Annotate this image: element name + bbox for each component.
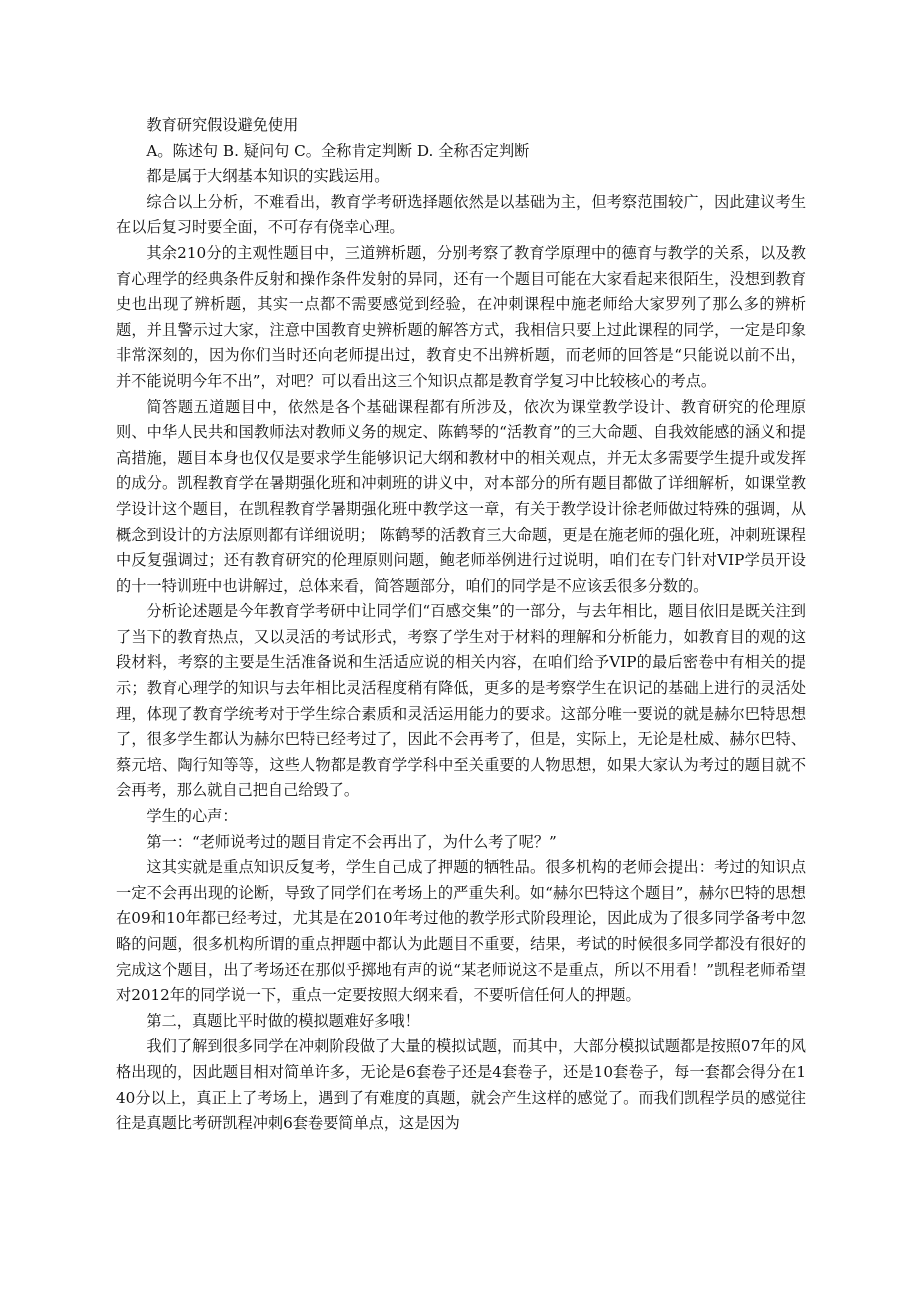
paragraph-summary: 综合以上分析，不难看出，教育学考研选择题依然是以基础为主，但考察范围较广，因此建议考生在以后复习时要全面，不可存有侥幸心理。	[116, 192, 806, 237]
paragraph-syllabus-note: 都是属于大纲基本知识的实践运用。	[146, 167, 390, 186]
paragraph-analysis-essay: 分析论述题是今年教育学考研中让同学们“百感交集”的一部分，与去年相比，题目依旧是既关注到了当下的教育热点，又以灵活的考试形式，考察了学生对于材料的理解和分析能力，如教育目的观的这段材料，考察的主要是生活准备说和生活适应说的相关内容，在咱们给予VIP的最后密卷中有相关的提示；教育心理学的知识与去年相比灵活程度稍有降低，更多的是考察学生在识记的基础上进行的灵活处理，体现了教育学统考对于学生综合素质和灵活运用能力的要求。这部分唯一要说的就是赫尔巴特思想了，很多学生都认为赫尔巴特已经考过了，因此不会再考了，但是，实际上，无论是杜威、赫尔巴特、蔡元培、陶行知等等，这些人物都是教育学学科中至关重要的人物思想，如果大家认为考过的题目就不会再考，那么就自己把自己给毁了。	[116, 602, 806, 800]
paragraph-subjective-questions: 其余210分的主观性题目中，三道辨析题，分别考察了教育学原理中的德育与教学的关系，以及教育心理学的经典条件反射和操作条件发射的异同，还有一个题目可能在大家看起来很陌生，没想到教育史也出现了辨析题，其实一点都不需要感觉到经验，在冲刺课程中施老师给大家罗列了那么多的辨析题，并且警示过大家，注意中国教育史辨析题的解答方式，我相信只要上过此课程的同学，一定是印象非常深刻的，因为你们当时还向老师提出过，教育史不出辨析题，而老师的回答是“只能说以前不出，并不能说明今年不出”，对吧？可以看出这三个知识点都是教育学复习中比较核心的考点。	[116, 243, 806, 390]
paragraph-point-two-body: 我们了解到很多同学在冲刺阶段做了大量的模拟试题，而其中，大部分模拟试题都是按照07年的风格出现的，因此题目相对简单许多，无论是6套卷子还是4套卷子，还是10套卷子，每一套都会得分在140分以上，真正上了考场上，遇到了有难度的真题，就会产生这样的感觉了。而我们凯程学员的感觉往往是真题比考研凯程冲刺6套卷要简单点，这是因为	[116, 1037, 806, 1133]
paragraph-point-two-heading: 第二，真题比平时做的模拟题难好多哦！	[146, 1011, 420, 1030]
paragraph-point-one-body: 这其实就是重点知识反复考，学生自己成了押题的牺牲品。很多机构的老师会提出：考过的知识点一定不会再出现的论断，导致了同学们在考场上的严重失利。如“赫尔巴特这个题目”，赫尔巴特的思想在09和10年都已经考过，尤其是在2010年考过他的教学形式阶段理论，因此成为了很多同学备考中忽略的问题，很多机构所谓的重点押题中都认为此题目不重要，结果，考试的时候很多同学都没有很好的完成这个题目，出了考场还在那似乎掷地有声的说“某老师说这不是重点，所以不用看！”凯程老师希望对2012年的同学说一下，重点一定要按照大纲来看，不要听信任何人的押题。	[116, 858, 806, 1005]
paragraph-short-answer: 简答题五道题目中，依然是各个基础课程都有所涉及，依次为课堂教学设计、教育研究的伦理原则、中华人民共和国教师法对教师义务的规定、陈鹤琴的“活教育”的三大命题、自我效能感的涵义和提高措施，题目本身也仅仅是要求学生能够识记大纲和教材中的相关观点，并无太多需要学生提升或发挥的成分。凯程教育学在暑期强化班和冲刺班的讲义中，对本部分的所有题目都做了详细解析，如课堂教学设计这个题目，在凯程教育学暑期强化班中教学这一章，有关于教学设计徐老师做过特殊的强调，从概念到设计的方法原则都有详细说明； 陈鹤琴的活教育三大命题，更是在施老师的强化班，冲刺班课程中反复强调过；还有教育研究的伦理原则问题，鲍老师举例进行过说明，咱们在专门针对VIP学员开设的十一特训班中也讲解过，总体来看，简答题部分，咱们的同学是不应该丢很多分数的。	[116, 397, 806, 595]
paragraph-hypothesis-question: 教育研究假设避免使用	[146, 116, 299, 134]
document-body	[116, 113, 806, 1137]
paragraph-point-one-heading: 第一：“老师说考过的题目肯定不会再出了，为什么考了呢？”	[146, 832, 557, 851]
paragraph-student-voice-heading: 学生的心声：	[146, 807, 238, 826]
paragraph-answer-options: A。陈述句 B. 疑问句 C。全称肯定判断 D. 全称否定判断	[146, 141, 530, 160]
